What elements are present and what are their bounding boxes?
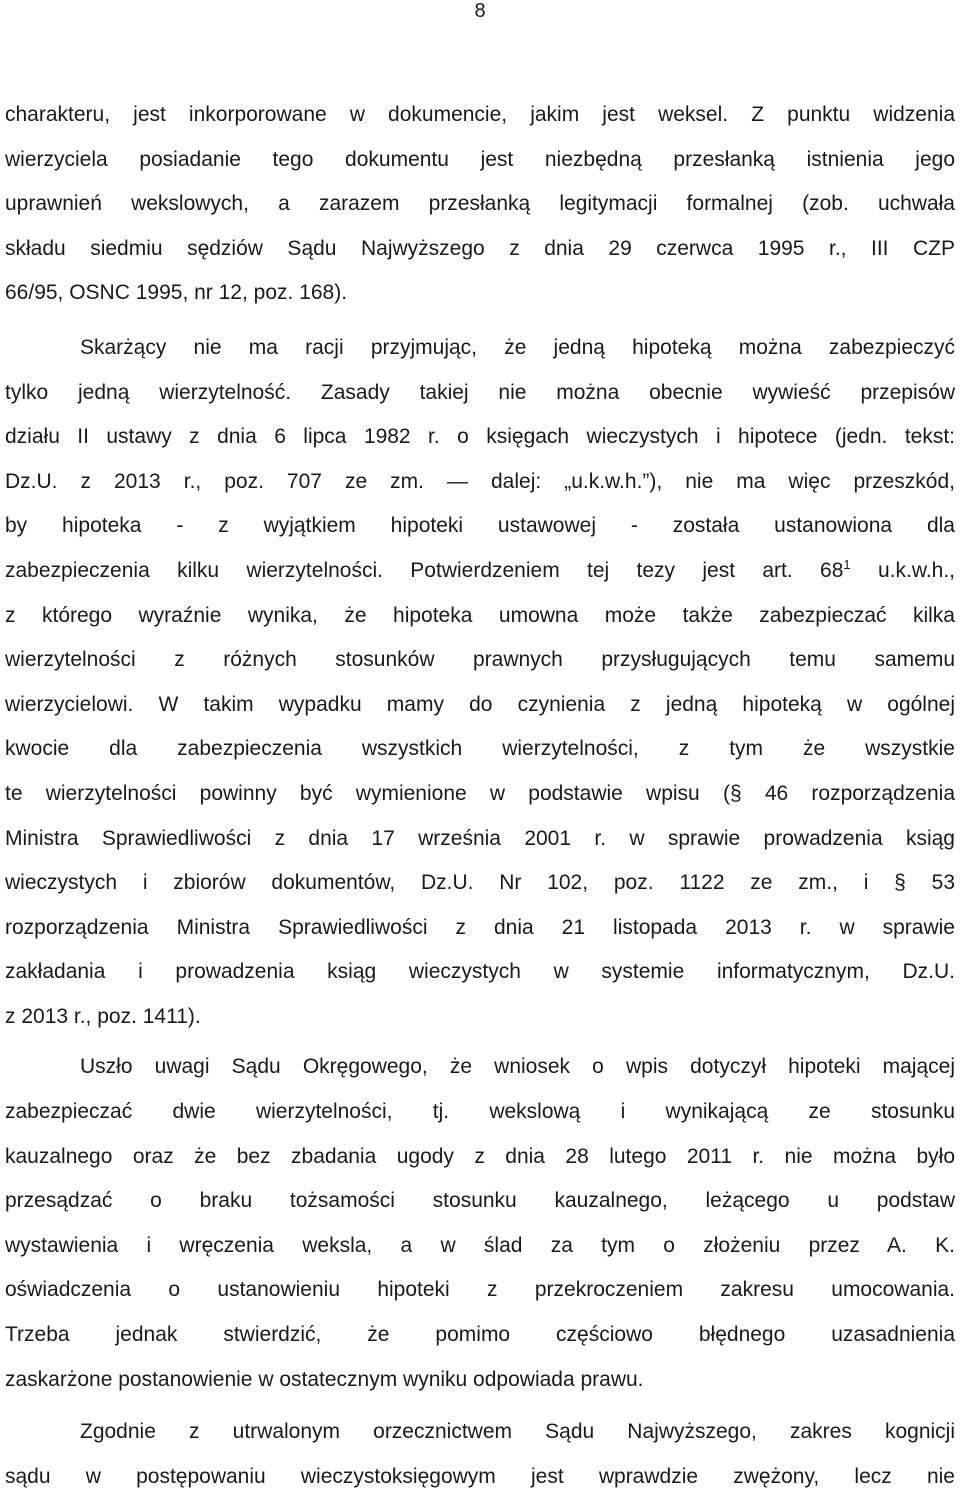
text-line: Uszło uwagi Sądu Okręgowego, że wniosek o wpis dotyczył hipoteki mającej [80, 1055, 955, 1079]
paragraph-3 [5, 1045, 955, 1402]
text-line: 66/95, OSNC 1995, nr 12, poz. 168). [5, 281, 348, 305]
text-line: zakładania i prowadzenia ksiąg wieczystych w systemie informatycznym, Dz.U. [5, 960, 955, 984]
text-line: wierzytelności z różnych stosunków prawnych przysługujących temu samemu [5, 648, 955, 672]
text-line: z 2013 r., poz. 1411). [5, 1004, 201, 1028]
text-line: sądu w postępowaniu wieczystoksięgowym jest wprawdzie zwężony, lecz nie [5, 1464, 955, 1488]
text-line: charakteru, jest inkorporowane w dokumencie, jakim jest weksel. Z punktu widzenia [5, 103, 955, 126]
text-line: tylko jedną wierzytelność. Zasady takiej nie można obecnie wywieść przepisów [5, 380, 955, 404]
text-line: oświadczenia o ustanowieniu hipoteki z przekroczeniem zakresu umocowania. [5, 1278, 955, 1302]
text-line: składu siedmiu sędziów Sądu Najwyższego z dnia 29 czerwca 1995 r., III CZP [5, 236, 955, 260]
text-line: zabezpieczenia kilku wierzytelności. Potwierdzeniem tej tezy jest art. $68^1$ u.k.w.h., [5, 556, 956, 582]
text-line: przesądzać o braku tożsamości stosunku kauzalnego, leżącego u podstaw [5, 1189, 955, 1213]
text-line: zabezpieczać dwie wierzytelności, tj. wekslową i wynikającą ze stosunku [5, 1100, 955, 1124]
text-line: działu II ustawy z dnia 6 lipca 1982 r. o księgach wieczystych i hipotece (jedn. tekst: [5, 425, 955, 449]
superscript: 1 [843, 556, 851, 572]
document-body [5, 93, 955, 1499]
text-line: kauzalnego oraz że bez zbadania ugody z dnia 28 lutego 2011 r. nie można było [5, 1144, 955, 1168]
text-line: Skarżący nie ma racji przyjmując, że jedną hipoteką można zabezpieczyć [80, 335, 955, 359]
text-line: wieczystych i zbiorów dokumentów, Dz.U. Nr 102, poz. 1122 ze zm., i § 53 [5, 871, 955, 895]
text-line: kwocie dla zabezpieczenia wszystkich wierzytelności, z tym że wszystkie [5, 737, 955, 761]
text-line: te wierzytelności powinny być wymienione w podstawie wpisu (§ 46 rozporządzenia [5, 781, 955, 805]
text-line: z którego wyraźnie wynika, że hipoteka umowna może także zabezpieczać kilka [5, 603, 955, 627]
text-line: Zgodnie z utrwalonym orzecznictwem Sądu Najwyższego, zakres kognicji [80, 1420, 955, 1444]
superscript-after: u.k.w.h., [850, 558, 956, 582]
text-line: wierzyciela posiadanie tego dokumentu jest niezbędną przesłanką istnienia jego [5, 147, 955, 171]
paragraph-4 [5, 1410, 955, 1499]
text-line: by hipoteka - z wyjątkiem hipoteki ustawowej - została ustanowiona dla [5, 514, 955, 538]
text-line: zaskarżone postanowienie w ostatecznym wyniku odpowiada prawu. [5, 1367, 644, 1391]
text-line: wystawienia i wręczenia weksla, a w ślad za tym o złożeniu przez A. K. [5, 1233, 955, 1257]
paragraph-1 [5, 93, 955, 316]
paragraph-2 [5, 326, 955, 1040]
text-line: rozporządzenia Ministra Sprawiedliwości z dnia 21 listopada 2013 r. w sprawie [5, 915, 955, 939]
text-line: Ministra Sprawiedliwości z dnia 17 września 2001 r. w sprawie prowadzenia ksiąg [5, 826, 955, 850]
text-line: Trzeba jednak stwierdzić, że pomimo częściowo błędnego uzasadnienia [5, 1323, 955, 1347]
text-line: Dz.U. z 2013 r., poz. 707 ze zm. — dalej: „u.k.w.h.”), nie ma więc przeszkód, [5, 469, 955, 493]
text-line: uprawnień wekslowych, a zarazem przesłanką legitymacji formalnej (zob. uchwała [5, 192, 955, 216]
page-number: 8 [474, 0, 486, 22]
text-line: wierzycielowi. W takim wypadku mamy do czynienia z jedną hipoteką w ogólnej [5, 692, 955, 716]
